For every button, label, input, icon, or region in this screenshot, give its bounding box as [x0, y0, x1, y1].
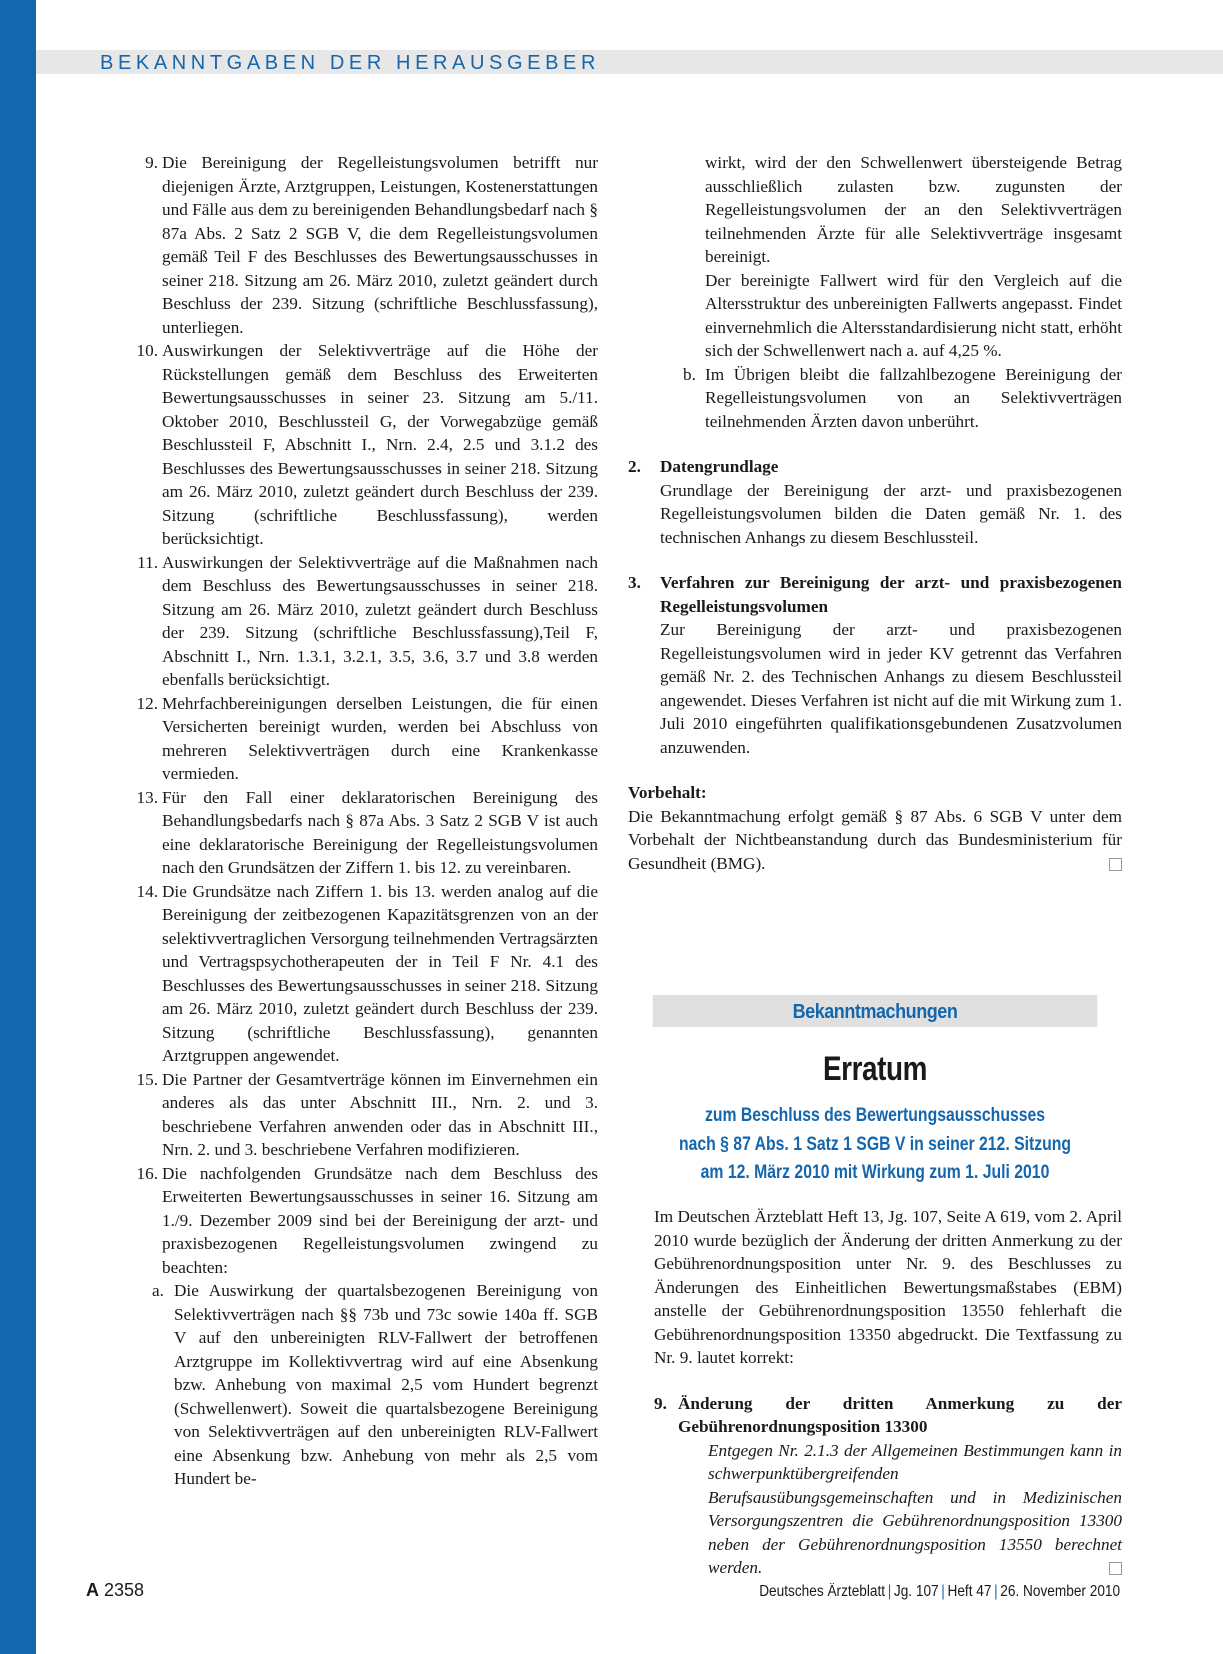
list-item: 13. Für den Fall einer deklaratorischen Bereinigung des Behandlungsbedarfs nach § 87a Abs. 3 Satz 2 SGB V ist auch eine deklaratorische Bereinigung der Regelleistungsvolumen nach den Grundsätzen der Ziffern 1. bis 12. zu vereinbaren. [136, 787, 598, 877]
list-item: 9. Die Bereinigung der Regelleistungsvolumen betrifft nur diejenigen Ärzte, Arztgruppen, Leistungen, Kostenerstattungen und Fälle aus dem zu bereinigenden Behandlungsbedarf nach § 87a Abs. 2 Satz 2 SGB V, die dem Regelleistungsvolumen gemäß Teil F des Beschlusses des Bewertungsausschusses in seiner 218. Sitzung am 26. März 2010, zuletzt geändert durch Beschluss der 239. Sitzung (schriftliche Beschlussfassung), unterliegen. [145, 153, 598, 337]
erratum-item: 9. Änderung der dritten Anmerkung zu der Gebührenordnungsposition 13300 Entgegen Nr. 2.1.3 der Allgemeinen Bestimmungen kann in schwerpunktübergreifenden Berufsausübungsgemeinschaften und in Medizinischen Versorgungszentren die Gebührenordnungsposition 13300 neben der Gebührenordnungsposition 13550 berechnet werden. [654, 1393, 1122, 1577]
list-item: 12. Mehrfachbereinigungen derselben Leistungen, die für einen Versicherten bereinigt wurden, werden bei Abschluss von mehreren Selektivverträgen durch eine Krankenkasse vermieden. [136, 693, 598, 783]
section-3: 3. Verfahren zur Bereinigung der arzt- und praxisbezogenen Regelleistungsvolumen Zur Bereinigung der arzt- und praxisbezogenen Regelleistungsvolumen wird in jeder KV getrennt das Verfahren gemäß Nr. 2. des Technischen Anhangs zu diesem Beschlussteil angewendet. Dieses Verfahren ist nicht auf die mit Wirkung zum 1. Juli 2010 eingeführten qualifikationsgebundenen Zusatzvolumen anzuwenden. [628, 573, 1122, 757]
end-mark-icon [1109, 1562, 1122, 1575]
list-item: 16. Die nachfolgenden Grundsätze nach dem Beschluss des Erweiterten Bewertungsausschusses in seiner 16. Sitzung am 1./9. Dezember 2009 sind bei der Bereinigung der arzt- und praxisbezogenen Regelleistungsvolumen zwingend zu beachten: [136, 1163, 598, 1277]
page-number: A 2358 [86, 1580, 145, 1600]
erratum-subtitle: zum Beschluss des Bewertungsausschusses nach § 87 Abs. 1 Satz 1 SGB V in seiner 212. Sitzung am 12. März 2010 mit Wirkung zum 1. Juli 2010 [678, 1105, 1072, 1183]
vorbehalt: Vorbehalt: Die Bekanntmachung erfolgt gemäß § 87 Abs. 6 SGB V unter dem Vorbehalt der Nichtbeanstandung durch das Bundesministerium für Gesundheit (BMG). [628, 783, 1122, 873]
bekanntmachungen-heading: Bekanntmachungen [653, 995, 1098, 1027]
right-column [628, 151, 1122, 875]
journal-footer: Deutsches Ärzteblatt | Jg. 107 | Heft 47 | 26. November 2010 [759, 1583, 1120, 1600]
sub-item-a-continuation: wirkt, wird der den Schwellenwert übersteigende Betrag ausschließlich zulasten bzw. zugunsten der Regelleistungsvolumen der an den Selektivverträgen teilnehmenden Ärzte für alle Selektivverträge insgesamt bereinigt. Der bereinigte Fallwert wird für den Vergleich auf die Altersstruktur des unbereinigten Fallwerts angepasst. Findet einvernehmlich die Altersstandardisierung nicht statt, erhöht sich der Schwellenwert nach a. auf 4,25 %. [705, 153, 1122, 360]
list-item: 11. Auswirkungen der Selektivverträge auf die Maßnahmen nach dem Beschluss des Bewertungsausschusses in seiner 218. Sitzung am 26. März 2010, zuletzt geändert durch Beschluss der 239. Sitzung (schriftliche Beschlussfassung),Teil F, Abschnitt I., Nrn. 1.3.1, 3.2.1, 3.5, 3.6, 3.7 und 3.8 werden ebenfalls berücksichtigt. [137, 552, 598, 689]
left-color-bar [0, 0, 36, 1654]
end-mark-icon [1109, 858, 1122, 871]
list-item: 14. Die Grundsätze nach Ziffern 1. bis 13. werden analog auf die Bereinigung der zeitbezogenen Kapazitätsgrenzen von an der selektivvertraglichen Versorgung teilnehmenden Vertragsärzten und Vertragspsychotherapeuten der in Teil F Nr. 4.1 des Beschlusses des Bewertungsausschusses in seiner 218. Sitzung am 26. März 2010, zuletzt geändert durch Beschluss der 239. Sitzung (schriftliche Beschlussfassung), genannten Arztgruppen angewendet. [136, 881, 598, 1065]
list-item: 10. Auswirkungen der Selektivverträge auf die Höhe der Rückstellungen gemäß dem Beschluss des Erweiterten Bewertungsausschusses in seiner 23. Sitzung am 5./11. Oktober 2010, Beschlussteil G, der Vorwegabzüge gemäß Beschlussteil F, Abschnitt I., Nrn. 2.4, 2.5 und 3.1.2 des Beschlusses des Bewertungsausschusses in seiner 218. Sitzung am 26. März 2010, zuletzt geändert durch Beschluss der 239. Sitzung (schriftliche Beschlussfassung), werden berücksichtigt. [136, 341, 598, 548]
erratum-body: Im Deutschen Ärzteblatt Heft 13, Jg. 107, Seite A 619, vom 2. April 2010 wurde bezüglich der Änderung der dritten Anmerkung zu der Gebührenordnungsposition unter Nr. 9. des Beschlusses zu Änderungen des Einheitlichen Bewertungsmaßstabes (EBM) anstelle der Gebührenordnungsposition 13550 fehlerhaft die Gebührenordnungsposition 13350 abgedruckt. Die Textfassung zu Nr. 9. lautet korrekt: 9. Änderung der dritten Anmerkung zu der Gebührenordnungsposition 13300 Entgegen Nr. 2.1.3 der Allgemeinen Bestimmungen kann in schwerpunktübergreifenden Berufsausübungsgemeinschaften und in Medizinischen Versorgungszentren die Gebührenordnungsposition 13300 neben der Gebührenordnungsposition 13550 berechnet werden. [654, 1205, 1122, 1580]
section-3-title: Verfahren zur Bereinigung der arzt- und praxisbezogenen Regelleistungsvolumen [660, 573, 1122, 616]
section-2-title: Datengrundlage [660, 457, 779, 476]
left-column [132, 151, 598, 1491]
list-item: 15. Die Partner der Gesamtverträge können im Einvernehmen ein anderes als das unter Abschnitt III., Nrn. 2. und 3. beschriebene Verfahren anwenden oder das in Abschnitt III., Nrn. 2. und 3. beschriebene Verfahren modifizieren. [136, 1069, 598, 1159]
sub-item-b: b. Im Übrigen bleibt die fallzahlbezogene Bereinigung der Regelleistungsvolumen von an Selektivverträgen teilnehmenden Ärzten davon unberührt. [683, 364, 1122, 431]
erratum-title: Erratum [822, 1050, 928, 1088]
section-2: 2. Datengrundlage Grundlage der Bereinigung der arzt- und praxisbezogenen Regelleistungsvolumen bilden die Daten gemäß Nr. 1. des technischen Anhangs zu diesem Beschlussteil. [628, 457, 1122, 547]
section-header: BEKANNTGABEN DER HERAUSGEBER [100, 52, 600, 74]
sub-item-a: a. Die Auswirkung der quartalsbezogenen Bereinigung von Selektivverträgen nach §§ 73b und 73c sowie 140a ff. SGB V auf den unbereinigten RLV-Fallwert der betroffenen Arztgruppe im Kollektivvertrag wird auf eine Absenkung bzw. Anhebung von maximal 2,5 vom Hundert begrenzt (Schwellenwert). Soweit die quartalsbezogene Bereinigung von Selektivverträgen auf den unbereinigten RLV-Fallwert eine Absenkung bzw. Anhebung von mehr als 2,5 vom Hundert be- [152, 1281, 598, 1488]
